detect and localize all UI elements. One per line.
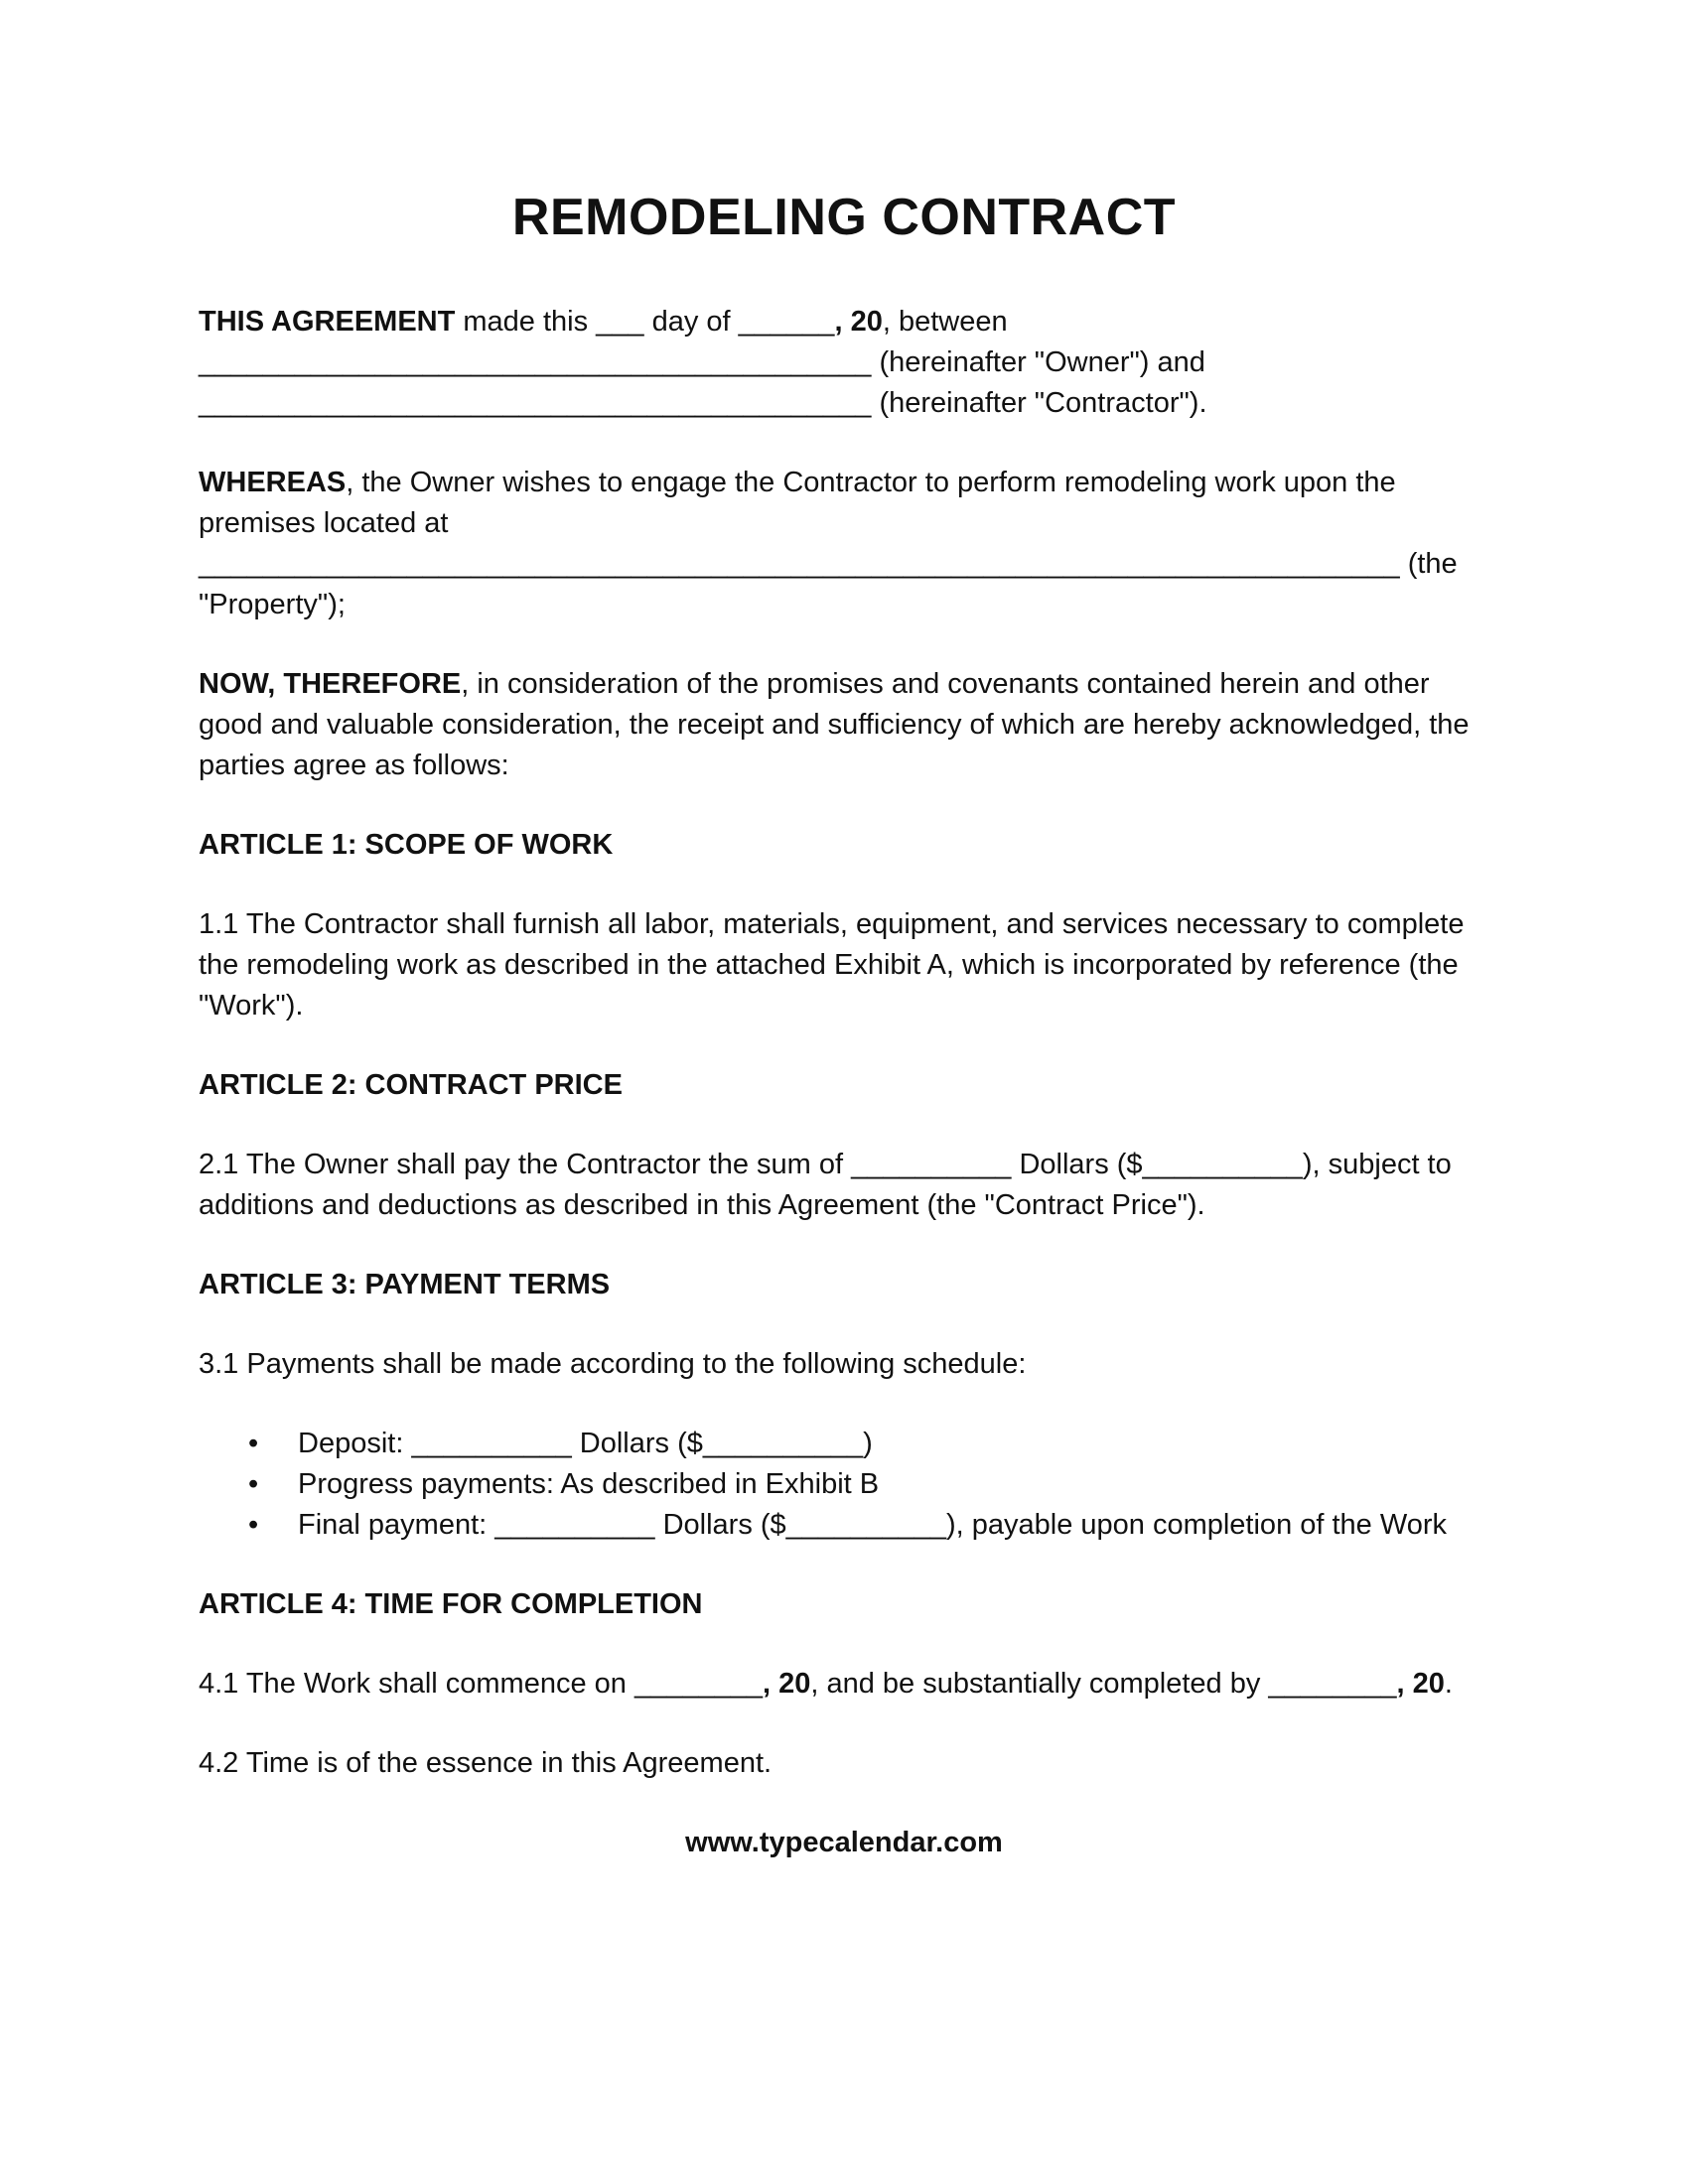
list-item <box>199 1424 1489 1464</box>
list-item-text: Final payment: __________ Dollars ($__________), payable upon completion of the Work <box>298 1509 1447 1541</box>
list-item-text: Progress payments: As described in Exhibit B <box>298 1468 880 1500</box>
clause-4-2: 4.2 Time is of the essence in this Agreement. <box>199 1747 773 1779</box>
list-item <box>199 1464 1489 1505</box>
payment-schedule-list <box>199 1424 1489 1546</box>
property-line: ___________________________________________________________________________ (the "Property"); <box>199 548 1458 620</box>
clause-2-1: 2.1 The Owner shall pay the Contractor the sum of __________ Dollars ($__________), subject to additions and deductions as described in this Agreement (the "Contract Price"). <box>199 1149 1452 1221</box>
bullet-icon: • <box>248 1428 259 1459</box>
intro-year: , 20 <box>834 306 883 338</box>
footer-website: www.typecalendar.com <box>685 1827 1003 1858</box>
now-therefore-paragraph <box>199 664 1489 786</box>
owner-line: __________________________________________ (hereinafter "Owner") and <box>199 346 1205 378</box>
clause-4-1-middle: , and be substantially completed by ________ <box>810 1668 1397 1700</box>
document-page <box>199 187 1489 1863</box>
list-item-text: Deposit: __________ Dollars ($__________) <box>298 1428 873 1459</box>
whereas-paragraph <box>199 463 1489 625</box>
intro-text-1: made this ___ day of ______ <box>455 306 835 338</box>
intro-line-1 <box>199 302 1489 342</box>
document-title: REMODELING CONTRACT <box>511 189 1177 246</box>
clause-1-1: 1.1 The Contractor shall furnish all labor, materials, equipment, and services necessary to complete the remodeling work as described in the attached Exhibit A, which is incorporated by reference (the "Work"). <box>199 908 1465 1022</box>
clause-4-1-year-2: , 20 <box>1396 1668 1445 1700</box>
bullet-icon: • <box>248 1509 259 1541</box>
bullet-icon: • <box>248 1468 259 1500</box>
whereas-body: , the Owner wishes to engage the Contractor to perform remodeling work upon the premises located at <box>199 467 1396 539</box>
clause-4-1 <box>199 1664 1489 1705</box>
clause-4-1-end: . <box>1444 1668 1453 1700</box>
whereas-text <box>199 463 1489 544</box>
clause-4-1-start: 4.1 The Work shall commence on ________ <box>199 1668 763 1700</box>
intro-paragraph <box>199 302 1489 424</box>
article-1-heading: ARTICLE 1: SCOPE OF WORK <box>199 829 614 861</box>
intro-lead: THIS AGREEMENT <box>199 306 456 338</box>
whereas-lead: WHEREAS <box>199 467 347 498</box>
article-3-heading: ARTICLE 3: PAYMENT TERMS <box>199 1269 611 1300</box>
list-item <box>199 1505 1489 1546</box>
article-2-heading: ARTICLE 2: CONTRACT PRICE <box>199 1069 623 1101</box>
now-therefore-body: , in consideration of the promises and covenants contained herein and other good and valuable consideration, the receipt and sufficiency of which are hereby acknowledged, the parties agree as follows: <box>199 668 1470 781</box>
clause-4-1-year-1: , 20 <box>763 1668 811 1700</box>
intro-text-2: , between <box>882 306 1008 338</box>
now-therefore-lead: NOW, THEREFORE <box>199 668 462 700</box>
clause-3-1: 3.1 Payments shall be made according to the following schedule: <box>199 1348 1027 1380</box>
contractor-line: __________________________________________ (hereinafter "Contractor"). <box>199 387 1207 419</box>
article-4-heading: ARTICLE 4: TIME FOR COMPLETION <box>199 1588 703 1620</box>
